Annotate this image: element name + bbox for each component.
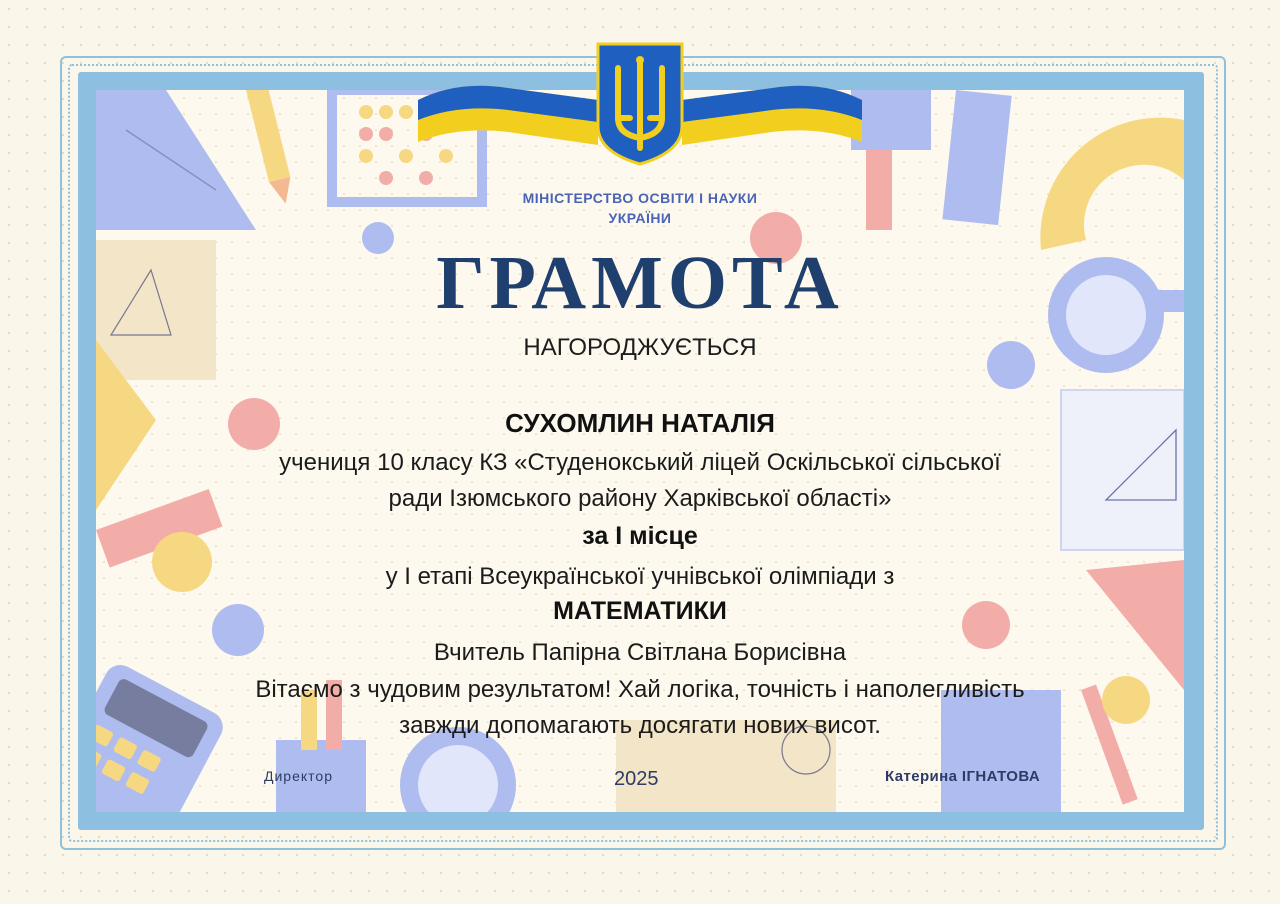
- protractor-icon: [1040, 118, 1184, 250]
- trident-emblem-icon: [598, 44, 682, 164]
- awarded-label: НАГОРОДЖУЄТЬСЯ: [523, 334, 757, 361]
- director-label: Директор: [264, 768, 333, 784]
- award-place: за І місце: [582, 522, 698, 550]
- congratulation-line-1: Вітаємо з чудовим результатом! Хай логіка, точність і наполегливість: [255, 676, 1025, 703]
- teacher-name: Вчитель Папірна Світлана Борисівна: [433, 639, 847, 666]
- year: 2025: [614, 768, 659, 790]
- flag-ribbon-right-icon: [682, 86, 862, 145]
- signer-name: Катерина ІГНАТОВА: [885, 768, 1041, 785]
- school-line-1: учениця 10 класу КЗ «Студенокський ліцей Оскільської сільської: [279, 449, 1001, 476]
- folder-icon: [941, 690, 1061, 812]
- ministry-name-line-1: МІНІСТЕРСТВО ОСВІТИ І НАУКИ: [522, 190, 758, 206]
- certificate-title: ГРАМОТА: [436, 241, 844, 325]
- congratulation-line-2: завжди допомагають досягати нових висот.: [399, 712, 881, 739]
- recipient-name: СУХОМЛИН НАТАЛІЯ: [505, 408, 775, 438]
- school-line-2: ради Ізюмського району Харківської області»: [388, 485, 892, 512]
- subject-name: МАТЕМАТИКИ: [553, 597, 727, 625]
- triangle-ruler-icon: [96, 90, 256, 230]
- pencil-icon: [246, 90, 296, 206]
- ministry-name-line-2: УКРАЇНИ: [608, 210, 672, 226]
- flag-ribbon-left-icon: [418, 86, 598, 145]
- olympiad-description: у І етапі Всеукраїнської учнівської олімпіади з: [385, 563, 895, 590]
- ukraine-emblem-flag: [418, 40, 862, 170]
- pencil-cup-icon: [851, 90, 931, 150]
